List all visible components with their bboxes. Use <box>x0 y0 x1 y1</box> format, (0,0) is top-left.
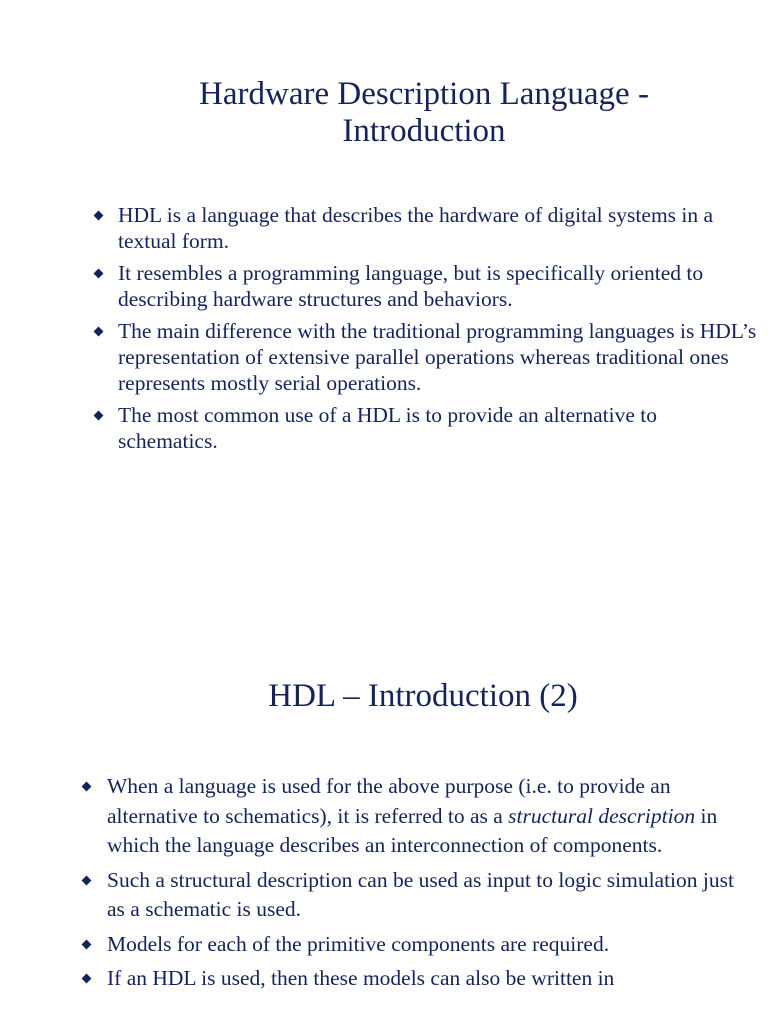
slide-title <box>20 76 768 150</box>
bullet-text: Models for each of the primitive components are required. <box>107 931 610 956</box>
bullet-text: If an HDL is used, then these models can also be written in <box>107 966 615 990</box>
slide-hdl-introduction-2 <box>0 660 768 1024</box>
bullet-text-part-1: When a language is used for the above purpose (i.e. to provide an alternative to schematics), it is referred to as a <box>107 774 671 828</box>
bullet-text-part-2: in which the language describes an interconnection of components. <box>107 803 718 857</box>
diamond-bullet-icon <box>94 269 104 279</box>
diamond-bullet-icon <box>82 974 92 984</box>
bullet-list <box>118 202 758 460</box>
bullet-text: HDL is a language that describes the hardware of digital systems in a textual form. <box>118 203 714 253</box>
slide-title-line-1: Hardware Description Language - <box>199 76 649 112</box>
bullet-text: The main difference with the traditional programming languages is HDL’s representation of extensive parallel operations whereas traditional ones represents mostly serial operations. <box>118 319 757 395</box>
bullet-item <box>118 260 758 312</box>
bullet-text: It resembles a programming language, but is specifically oriented to describing hardware structures and behaviors. <box>118 261 704 311</box>
diamond-bullet-icon <box>94 411 104 421</box>
bullet-item <box>118 318 758 396</box>
diamond-bullet-icon <box>82 939 92 949</box>
diamond-bullet-icon <box>94 327 104 337</box>
bullet-item <box>107 930 757 960</box>
bullet-item <box>118 202 758 254</box>
diamond-bullet-icon <box>94 211 104 221</box>
bullet-item <box>107 772 757 861</box>
bullet-item <box>118 402 758 454</box>
bullet-item <box>107 866 757 925</box>
bullet-item <box>107 964 757 994</box>
slide-title-line-2: Introduction <box>342 113 506 149</box>
bullet-list <box>107 772 757 999</box>
diamond-bullet-icon <box>82 782 92 792</box>
bullet-text: The most common use of a HDL is to provide an alternative to schematics. <box>118 403 657 453</box>
emphasized-term: structural description <box>508 803 696 828</box>
diamond-bullet-icon <box>82 875 92 885</box>
slide-title: HDL – Introduction (2) <box>268 678 578 714</box>
bullet-text: Such a structural description can be used as input to logic simulation just as a schematic is used. <box>107 867 734 921</box>
